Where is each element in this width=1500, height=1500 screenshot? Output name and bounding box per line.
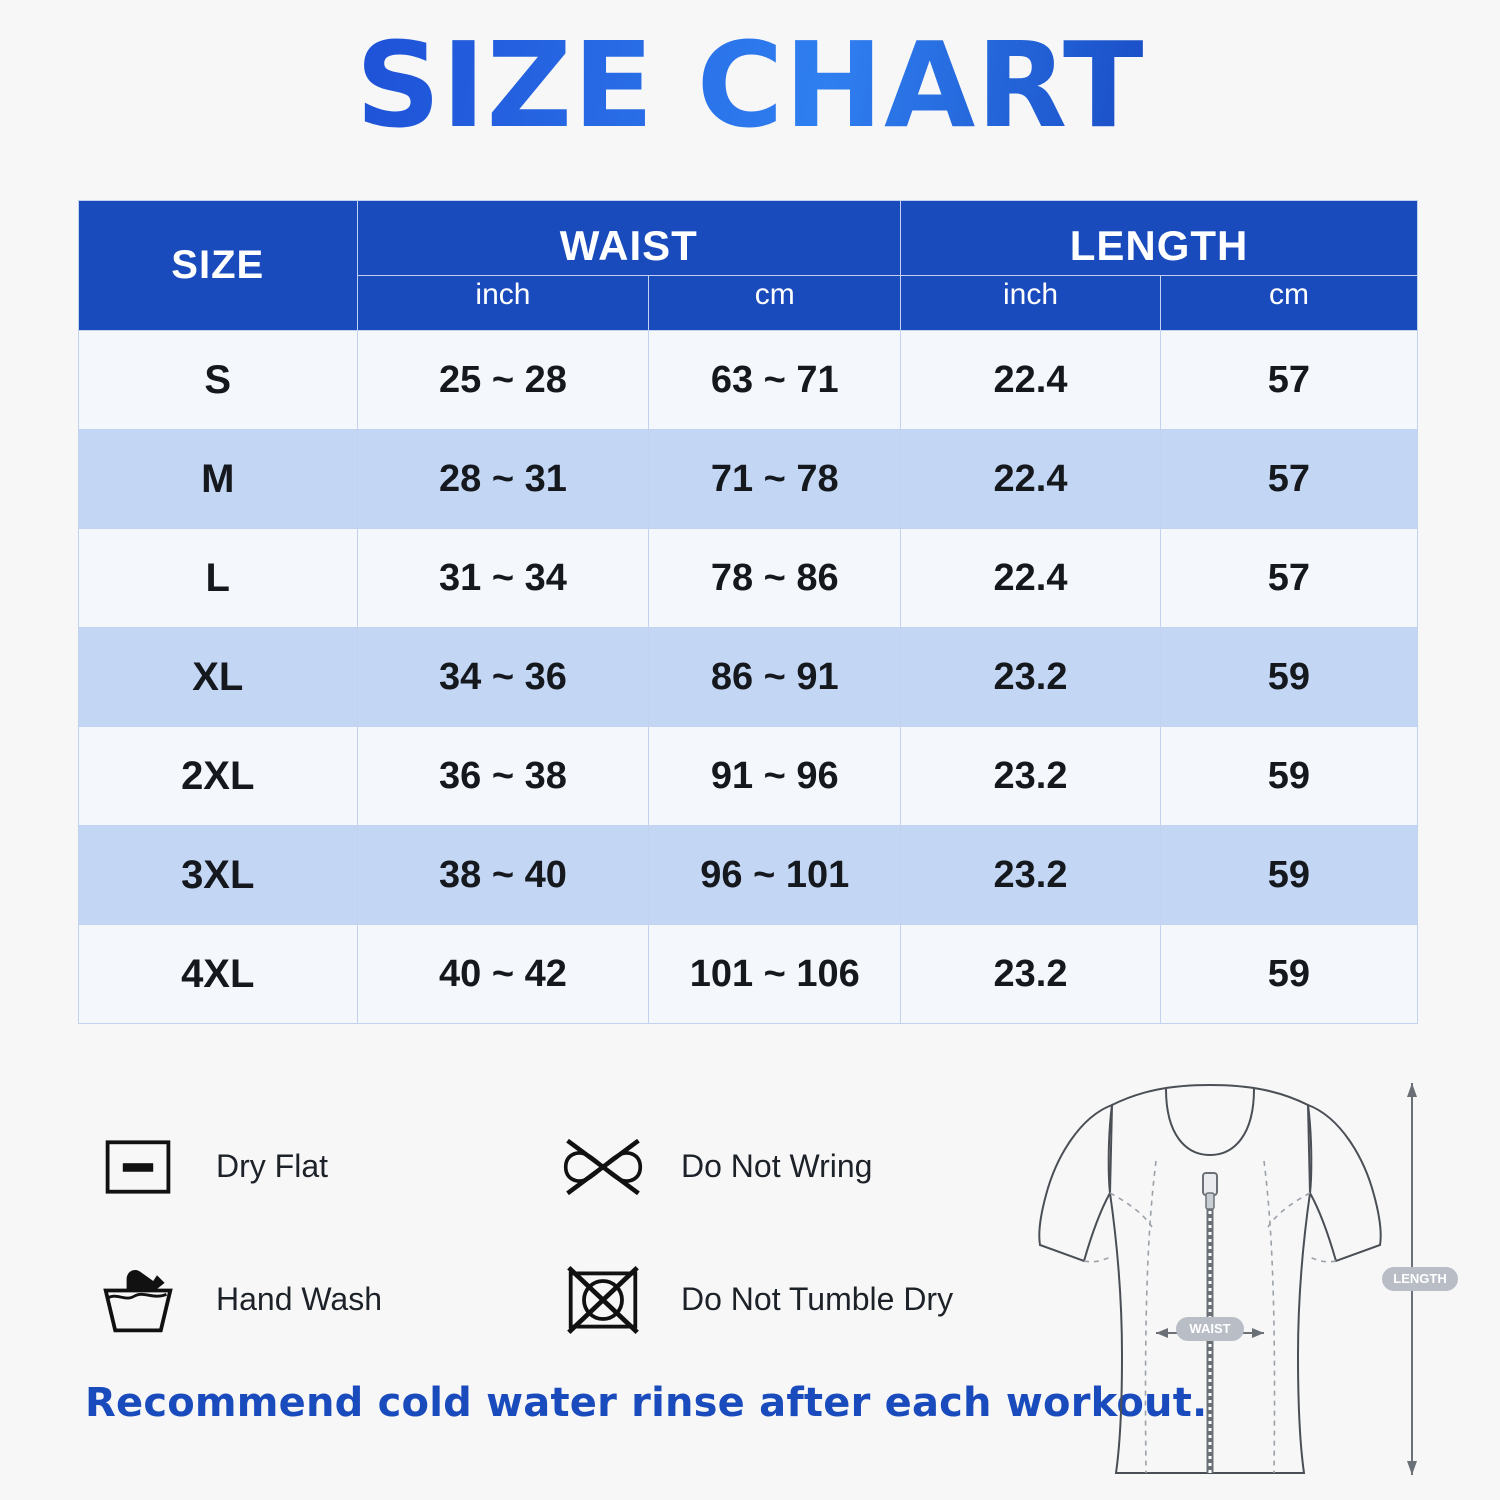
header-waist-title: WAIST [559, 221, 698, 269]
cell-size: M [79, 430, 358, 529]
care-item-do-not-wring [543, 1112, 1008, 1222]
hand-wash-icon [78, 1245, 198, 1355]
header-waist-cm [649, 275, 901, 330]
cell-waist-cm: 71 ~ 78 [649, 430, 901, 529]
table-row [79, 331, 1418, 430]
cell-length-inch: 23.2 [901, 826, 1161, 925]
cell-waist-inch: 28 ~ 31 [357, 430, 649, 529]
cell-waist-inch: 34 ~ 36 [357, 628, 649, 727]
care-item-dry-flat [78, 1112, 543, 1222]
cell-waist-cm: 91 ~ 96 [649, 727, 901, 826]
cell-length-cm: 59 [1160, 826, 1417, 925]
do-not-wring-icon [543, 1112, 663, 1222]
care-item-do-not-tumble-dry [543, 1245, 1008, 1355]
header-length-inch-label: inch [1002, 277, 1059, 311]
cell-waist-cm: 101 ~ 106 [649, 925, 901, 1024]
cell-waist-inch: 38 ~ 40 [357, 826, 649, 925]
length-tag-label: LENGTH [1393, 1271, 1447, 1286]
cell-waist-inch: 31 ~ 34 [357, 529, 649, 628]
cell-length-inch: 22.4 [901, 529, 1161, 628]
care-item-hand-wash [78, 1245, 543, 1355]
table-row [79, 430, 1418, 529]
cell-size: XL [79, 628, 358, 727]
care-label-do-not-wring: Do Not Wring [681, 1148, 873, 1184]
header-waist-group [357, 201, 901, 276]
size-table [78, 200, 1418, 1024]
cell-waist-inch: 25 ~ 28 [357, 331, 649, 430]
care-instructions [78, 1100, 1008, 1366]
cell-waist-inch: 40 ~ 42 [357, 925, 649, 1024]
cell-length-inch: 22.4 [901, 331, 1161, 430]
header-length-title: LENGTH [1069, 221, 1249, 269]
table-row [79, 925, 1418, 1024]
cell-length-cm: 57 [1160, 331, 1417, 430]
cell-size: S [79, 331, 358, 430]
cell-length-cm: 59 [1160, 628, 1417, 727]
table-row [79, 628, 1418, 727]
care-label-dry-flat: Dry Flat [216, 1148, 328, 1184]
header-size: SIZE [79, 201, 358, 331]
header-length-cm [1160, 275, 1417, 330]
page-title: SIZE CHART [0, 18, 1500, 154]
header-length-cm-label: cm [1268, 277, 1309, 311]
cell-length-inch: 23.2 [901, 628, 1161, 727]
cell-length-cm: 59 [1160, 925, 1417, 1024]
cell-size: 4XL [79, 925, 358, 1024]
cell-size: 3XL [79, 826, 358, 925]
table-row [79, 529, 1418, 628]
table-row [79, 826, 1418, 925]
length-measure [1382, 1083, 1458, 1475]
cell-size: 2XL [79, 727, 358, 826]
table-row [79, 727, 1418, 826]
care-row-1 [78, 1100, 1008, 1233]
do-not-tumble-dry-icon [543, 1245, 663, 1355]
cell-length-cm: 59 [1160, 727, 1417, 826]
table-header [79, 201, 1418, 331]
header-length-group [901, 201, 1418, 276]
header-length-inch [901, 275, 1161, 330]
cell-waist-cm: 96 ~ 101 [649, 826, 901, 925]
garment-diagram [960, 1065, 1460, 1485]
cell-waist-cm: 86 ~ 91 [649, 628, 901, 727]
care-row-2 [78, 1233, 1008, 1366]
cell-length-inch: 23.2 [901, 727, 1161, 826]
cell-length-cm: 57 [1160, 430, 1417, 529]
care-label-hand-wash: Hand Wash [216, 1281, 382, 1317]
header-waist-cm-label: cm [754, 277, 795, 311]
dry-flat-icon [78, 1112, 198, 1222]
cell-waist-inch: 36 ~ 38 [357, 727, 649, 826]
waist-tag-label: WAIST [1189, 1321, 1231, 1336]
cell-waist-cm: 78 ~ 86 [649, 529, 901, 628]
care-label-do-not-tumble-dry: Do Not Tumble Dry [681, 1281, 954, 1317]
cell-size: L [79, 529, 358, 628]
cell-length-inch: 22.4 [901, 430, 1161, 529]
cell-length-cm: 57 [1160, 529, 1417, 628]
cell-waist-cm: 63 ~ 71 [649, 331, 901, 430]
size-table-container [78, 200, 1418, 1024]
recommendation-text: Recommend cold water rinse after each workout. [85, 1380, 1208, 1426]
header-waist-inch [357, 275, 649, 330]
waist-measure [1156, 1317, 1264, 1341]
header-waist-inch-label: inch [475, 277, 531, 311]
table-body [79, 331, 1418, 1024]
cell-length-inch: 23.2 [901, 925, 1161, 1024]
